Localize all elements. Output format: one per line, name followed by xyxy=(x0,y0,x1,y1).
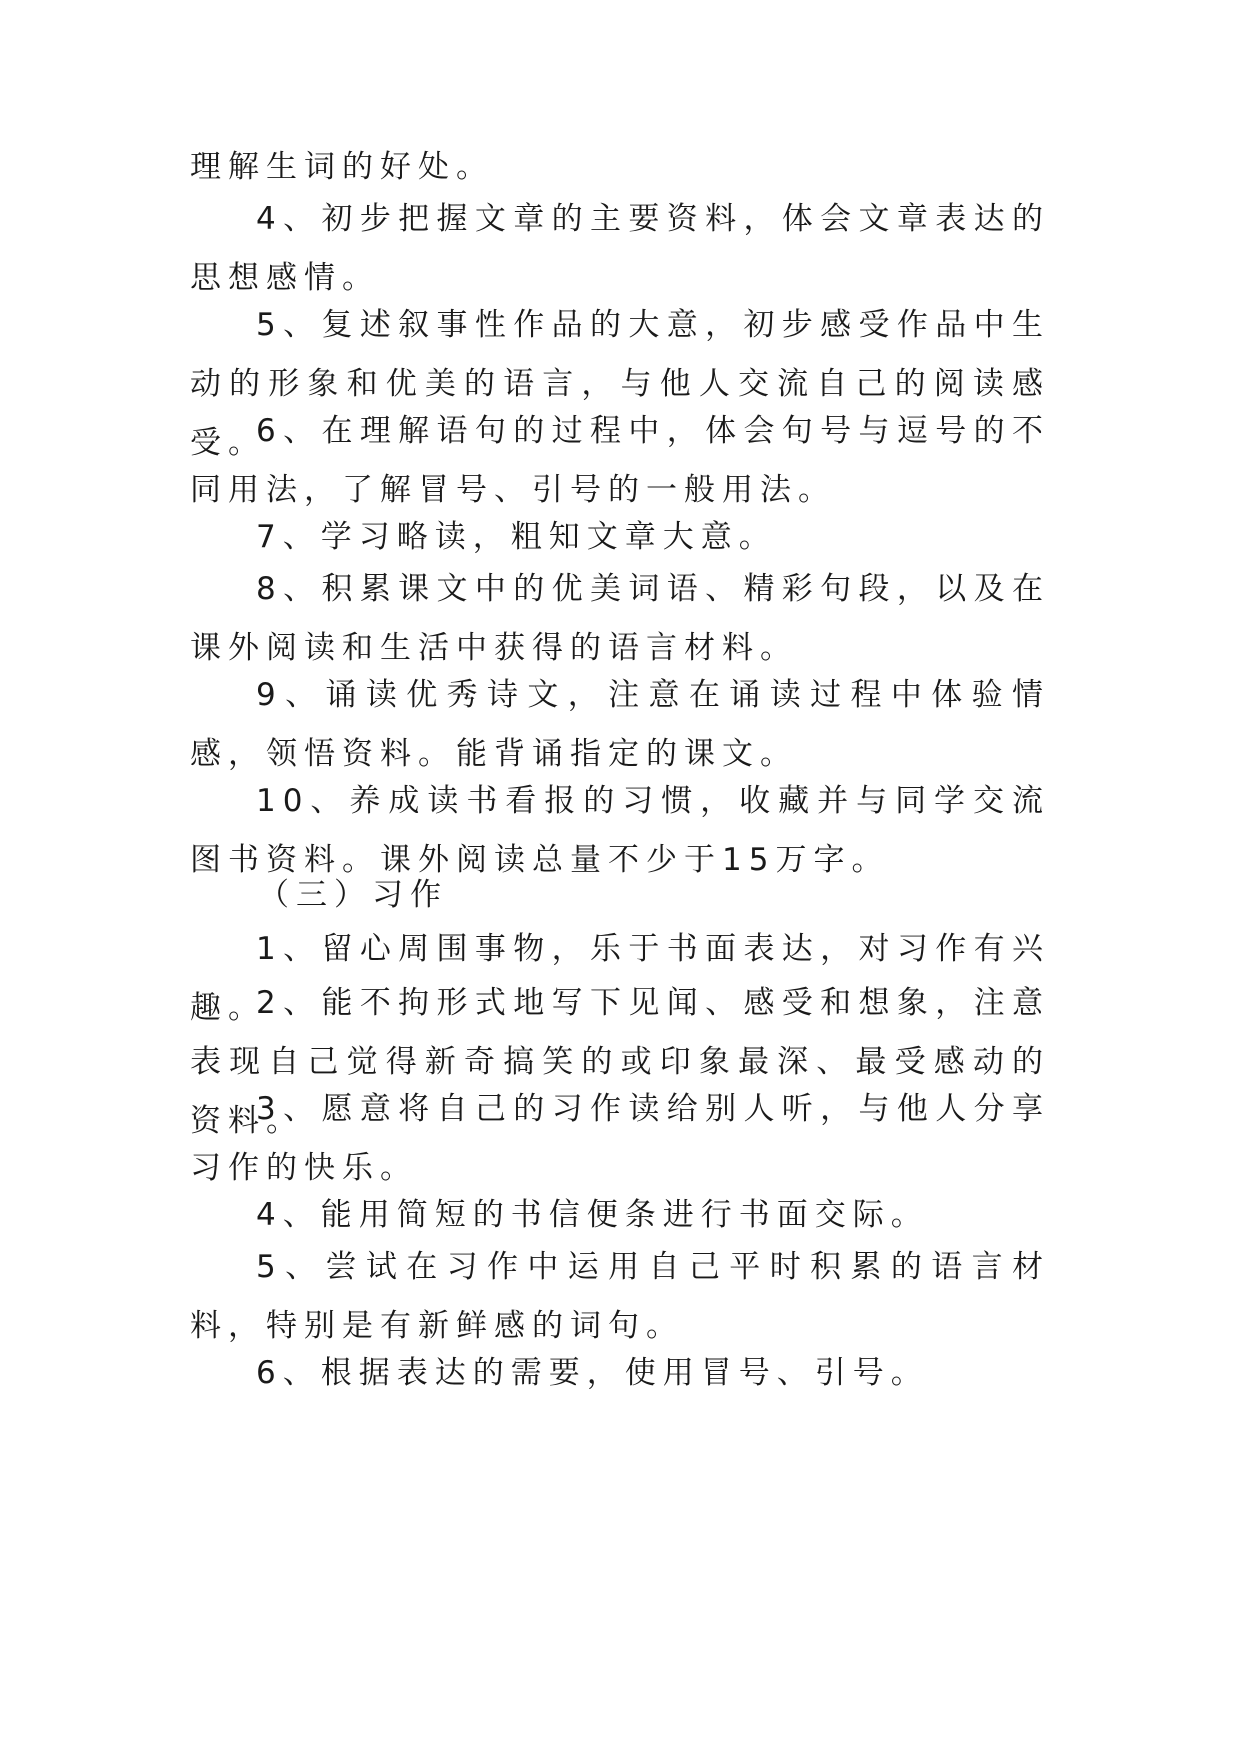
reading-item-9: 9、诵读优秀诗文，注意在诵读过程中体验情感，领悟资料。能背诵指定的课文。 xyxy=(190,677,1050,772)
reading-item-8: 8、积累课文中的优美词语、精彩句段，以及在课外阅读和生活中获得的语言材料。 xyxy=(190,571,1050,666)
writing-item-4: 4、能用简短的书信便条进行书面交际。 xyxy=(256,1197,929,1233)
paragraph-continuation: 理解生词的好处。 xyxy=(190,149,494,185)
writing-item-5: 5、尝试在习作中运用自己平时积累的语言材料，特别是有新鲜感的词句。 xyxy=(190,1249,1050,1344)
writing-item-3: 3、愿意将自己的习作读给别人听，与他人分享习作的快乐。 xyxy=(190,1091,1050,1186)
reading-item-5: 5、复述叙事性作品的大意，初步感受作品中生动的形象和优美的语言，与他人交流自己的阅读感受。 xyxy=(190,307,1050,461)
writing-item-2: 2、能不拘形式地写下见闻、感受和想象，注意表现自己觉得新奇搞笑的或印象最深、最受感动的资料。 xyxy=(190,985,1050,1139)
writing-item-6: 6、根据表达的需要，使用冒号、引号。 xyxy=(256,1355,929,1391)
writing-item-1: 1、留心周围事物，乐于书面表达，对习作有兴趣。 xyxy=(190,931,1050,1026)
reading-item-6: 6、在理解语句的过程中，体会句号与逗号的不同用法，了解冒号、引号的一般用法。 xyxy=(190,413,1050,508)
reading-item-7: 7、学习略读，粗知文章大意。 xyxy=(256,519,777,555)
reading-item-4: 4、初步把握文章的主要资料，体会文章表达的思想感情。 xyxy=(190,201,1050,296)
reading-item-10: 10、养成读书看报的习惯，收藏并与同学交流图书资料。课外阅读总量不少于15万字。 xyxy=(190,783,1050,878)
section-heading-writing: （三）习作 xyxy=(258,877,448,913)
